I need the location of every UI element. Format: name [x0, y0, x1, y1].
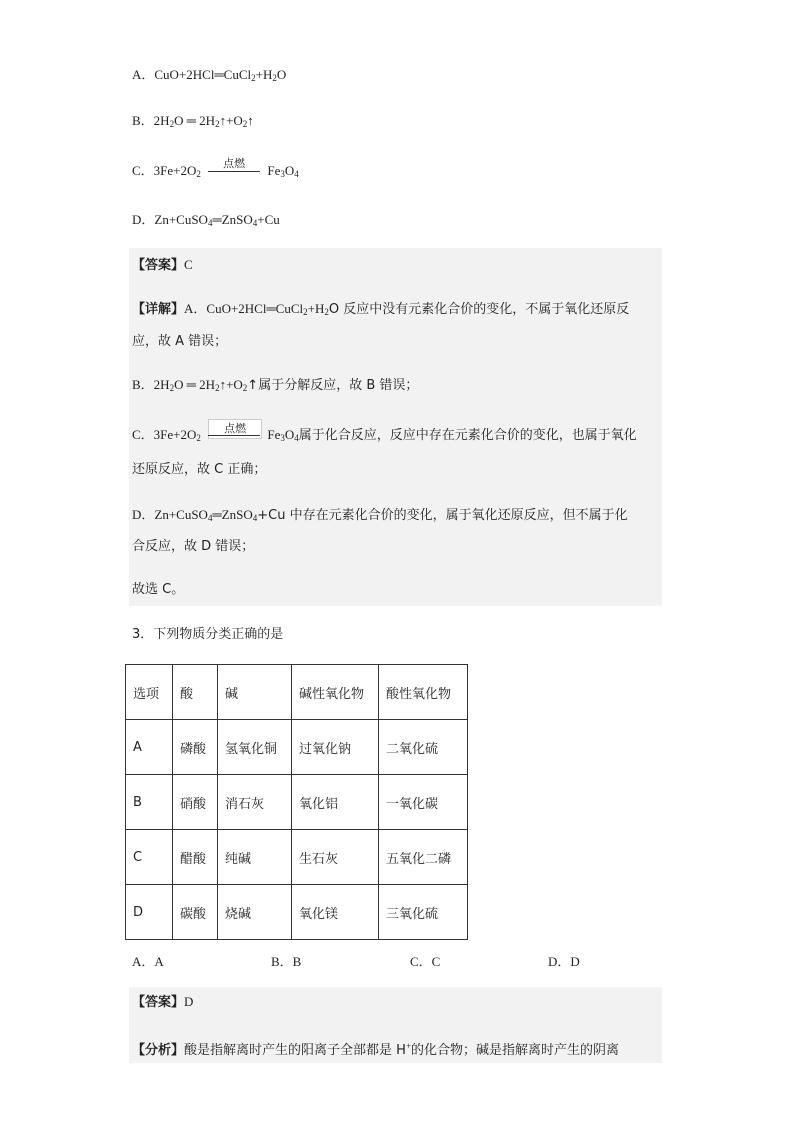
table-cell: D — [126, 885, 173, 940]
option-a: A．$CuO+2HCl═CuCl_2+H_2O$ — [132, 67, 287, 83]
table-header-row — [126, 665, 468, 720]
table-cell: 氧化铝 — [292, 775, 379, 830]
reaction-condition-arrow: 点燃 — [208, 162, 260, 180]
q3-analysis-line: 【分析】酸是指解离时产生的阳离子全部都是 H+的化合物；碱是指解离时产生的阴离 — [132, 1041, 620, 1058]
header-cell: 酸性氧化物 — [379, 665, 468, 720]
detail-d-line1: D．Zn+CuSO$_4$═ZnSO$_4$+Cu 中存在元素化合价的变化，属于氧化还原反应，但不属于化 — [132, 507, 628, 523]
header-cell: 选项 — [126, 665, 173, 720]
question-3-stem: 3．下列物质分类正确的是 — [132, 627, 284, 642]
header-cell: 酸 — [173, 665, 218, 720]
option-c: C．$3Fe+2O_2$ 点燃 $Fe_3O_4$ — [132, 157, 299, 179]
conclusion-line: 故选 C。 — [132, 582, 185, 597]
q3-option-c: C．C — [410, 954, 441, 969]
table-row — [126, 830, 468, 885]
option-b: B．$2H_2O$ ═ $2H_2↑+O_2↑$ — [132, 113, 254, 129]
table-row — [126, 775, 468, 830]
table-cell: 烧碱 — [218, 885, 292, 940]
table-cell: 磷酸 — [173, 720, 218, 775]
q3-answer-line: 【答案】D — [132, 994, 194, 1010]
detail-a-line2: 应，故 A 错误； — [132, 334, 228, 349]
table-row — [126, 885, 468, 940]
header-cell: 碱 — [218, 665, 292, 720]
table-cell: 消石灰 — [218, 775, 292, 830]
table-cell: 生石灰 — [292, 830, 379, 885]
option-d: D．Zn+CuSO$_4$═ZnSO$_4$+Cu — [132, 212, 280, 228]
q3-option-d: D．D — [548, 954, 580, 969]
detail-d-line2: 合反应，故 D 错误； — [132, 539, 255, 554]
classification-table — [125, 664, 468, 940]
answer-line: 【答案】C — [132, 257, 193, 273]
table-cell: B — [126, 775, 173, 830]
detail-a-line1: 【详解】A．$CuO+2HCl═CuCl_2+H_2O$ 反应中没有元素化合价的变化，不属于氧化还原反 — [132, 301, 630, 317]
q3-option-b: B．B — [271, 954, 302, 969]
detail-c-line2: 还原反应，故 C 正确； — [132, 462, 267, 477]
table-cell: 二氧化硫 — [379, 720, 468, 775]
header-cell: 碱性氧化物 — [292, 665, 379, 720]
table-cell: 五氧化二磷 — [379, 830, 468, 885]
table-cell: A — [126, 720, 173, 775]
reaction-condition-arrow: 点燃 — [208, 426, 260, 444]
table-cell: 纯碱 — [218, 830, 292, 885]
table-cell: 硝酸 — [173, 775, 218, 830]
table-cell: 过氧化钠 — [292, 720, 379, 775]
table-cell: 三氧化硫 — [379, 885, 468, 940]
q3-option-a: A．A — [132, 954, 164, 969]
table-cell: C — [126, 830, 173, 885]
table-cell: 氧化镁 — [292, 885, 379, 940]
detail-c-line1: C．$3Fe+2O_2$ 点燃 $Fe_3O_4$属于化合反应，反应中存在元素化合价的变化，也属于氧化 — [132, 426, 637, 445]
table-cell: 醋酸 — [173, 830, 218, 885]
table-cell: 碳酸 — [173, 885, 218, 940]
table-cell: 氢氧化铜 — [218, 720, 292, 775]
table-row — [126, 720, 468, 775]
detail-b-line: B．$2H_2O$ ═ $2H_2↑+O_2↑$属于分解反应，故 B 错误； — [132, 377, 419, 393]
table-cell: 一氧化碳 — [379, 775, 468, 830]
